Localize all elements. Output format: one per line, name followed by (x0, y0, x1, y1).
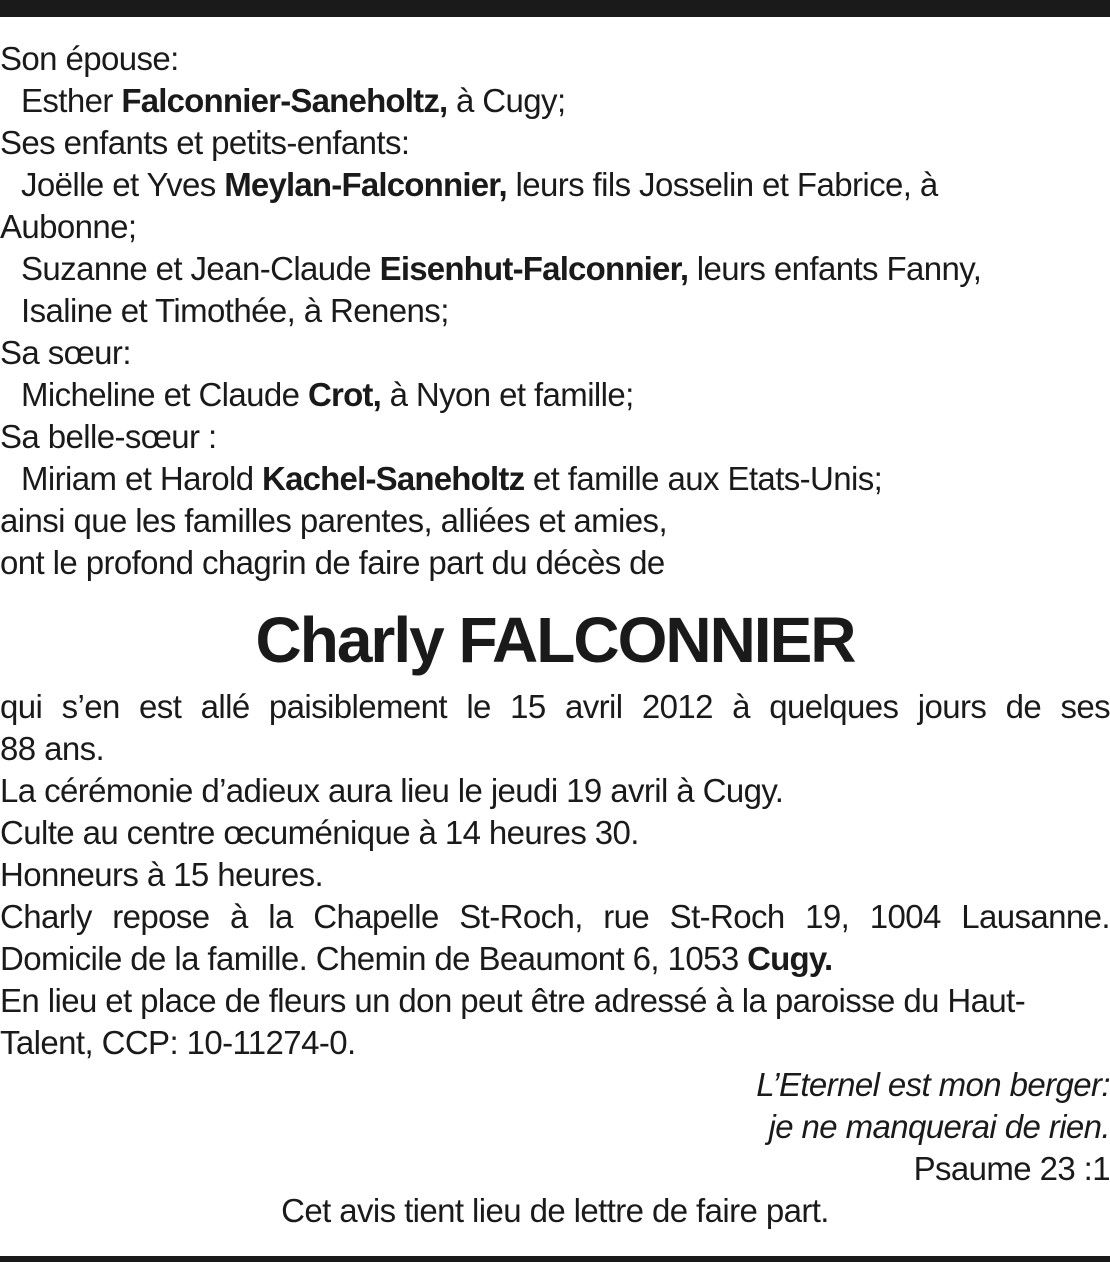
child2-line (0, 248, 1110, 290)
spouse-line (0, 80, 1110, 122)
spouse-heading: Son épouse: (0, 40, 179, 77)
child1-suffix: leurs fils Josselin et Fabrice, à (506, 166, 938, 203)
sister-prefix: Micheline et Claude (21, 376, 308, 413)
ceremony-line: La cérémonie d’adieux aura lieu le jeudi 19 avril à Cugy. (0, 772, 784, 809)
sisterinlaw-line (0, 458, 1110, 500)
donation-line-2: Talent, CCP: 10-11274-0. (0, 1024, 356, 1061)
family-list (0, 38, 1110, 584)
sister-line (0, 374, 1110, 416)
psalm-line-2: je ne manquerai de rien. (768, 1108, 1110, 1145)
child1-line (0, 164, 1110, 206)
spouse-prefix: Esther (21, 82, 122, 119)
domicile-line (0, 938, 1110, 980)
service-line: Culte au centre œcuménique à 14 heures 30. (0, 814, 639, 851)
child1-continuation: Aubonne; (0, 208, 137, 245)
deceased-name: Charly FALCONNIER (255, 604, 855, 676)
children-heading: Ses enfants et petits-enfants: (0, 124, 410, 161)
child2-prefix: Suzanne et Jean-Claude (21, 250, 380, 287)
child2-suffix: leurs enfants Fanny, (688, 250, 982, 287)
donation-line-1: En lieu et place de fleurs un don peut être adressé à la paroisse du Haut- (0, 982, 1026, 1019)
child2-continuation: Isaline et Timothée, à Renens; (21, 292, 449, 329)
domicile-town: Cugy. (747, 940, 833, 977)
relatives-line: ainsi que les familles parentes, alliées et amies, (0, 502, 668, 539)
honours-line: Honneurs à 15 heures. (0, 856, 324, 893)
sister-suffix: à Nyon et famille; (381, 376, 634, 413)
announcement-line: ont le profond chagrin de faire part du décès de (0, 544, 665, 581)
passing-line-1: qui s’en est allé paisiblement le 15 avril 2012 à quelques jours de ses (0, 688, 1110, 725)
domicile-prefix: Domicile de la famille. Chemin de Beaumont 6, 1053 (0, 940, 748, 977)
sister-heading: Sa sœur: (0, 334, 131, 371)
bottom-border-rule (0, 1256, 1110, 1262)
psalm-reference: Psaume 23 :1 (913, 1150, 1110, 1187)
spouse-suffix: à Cugy; (447, 82, 566, 119)
details-block (0, 686, 1110, 1232)
child1-prefix: Joëlle et Yves (21, 166, 225, 203)
spouse-name: Falconnier-Saneholtz, (121, 82, 448, 119)
child1-name: Meylan-Falconnier, (224, 166, 507, 203)
rest-line: Charly repose à la Chapelle St-Roch, rue St-Roch 19, 1004 Lausanne. (0, 898, 1110, 935)
top-border-rule (0, 0, 1110, 17)
footer-note: Cet avis tient lieu de lettre de faire part. (281, 1192, 829, 1229)
child2-name: Eisenhut-Falconnier, (379, 250, 689, 287)
sisterinlaw-prefix: Miriam et Harold (21, 460, 263, 497)
passing-line-2: 88 ans. (0, 730, 105, 767)
sisterinlaw-name: Kachel-Saneholtz (262, 460, 525, 497)
psalm-line-1: L’Eternel est mon berger: (756, 1066, 1110, 1103)
sisterinlaw-heading: Sa belle-sœur : (0, 418, 217, 455)
sister-name: Crot, (308, 376, 381, 413)
sisterinlaw-suffix: et famille aux Etats-Unis; (524, 460, 883, 497)
